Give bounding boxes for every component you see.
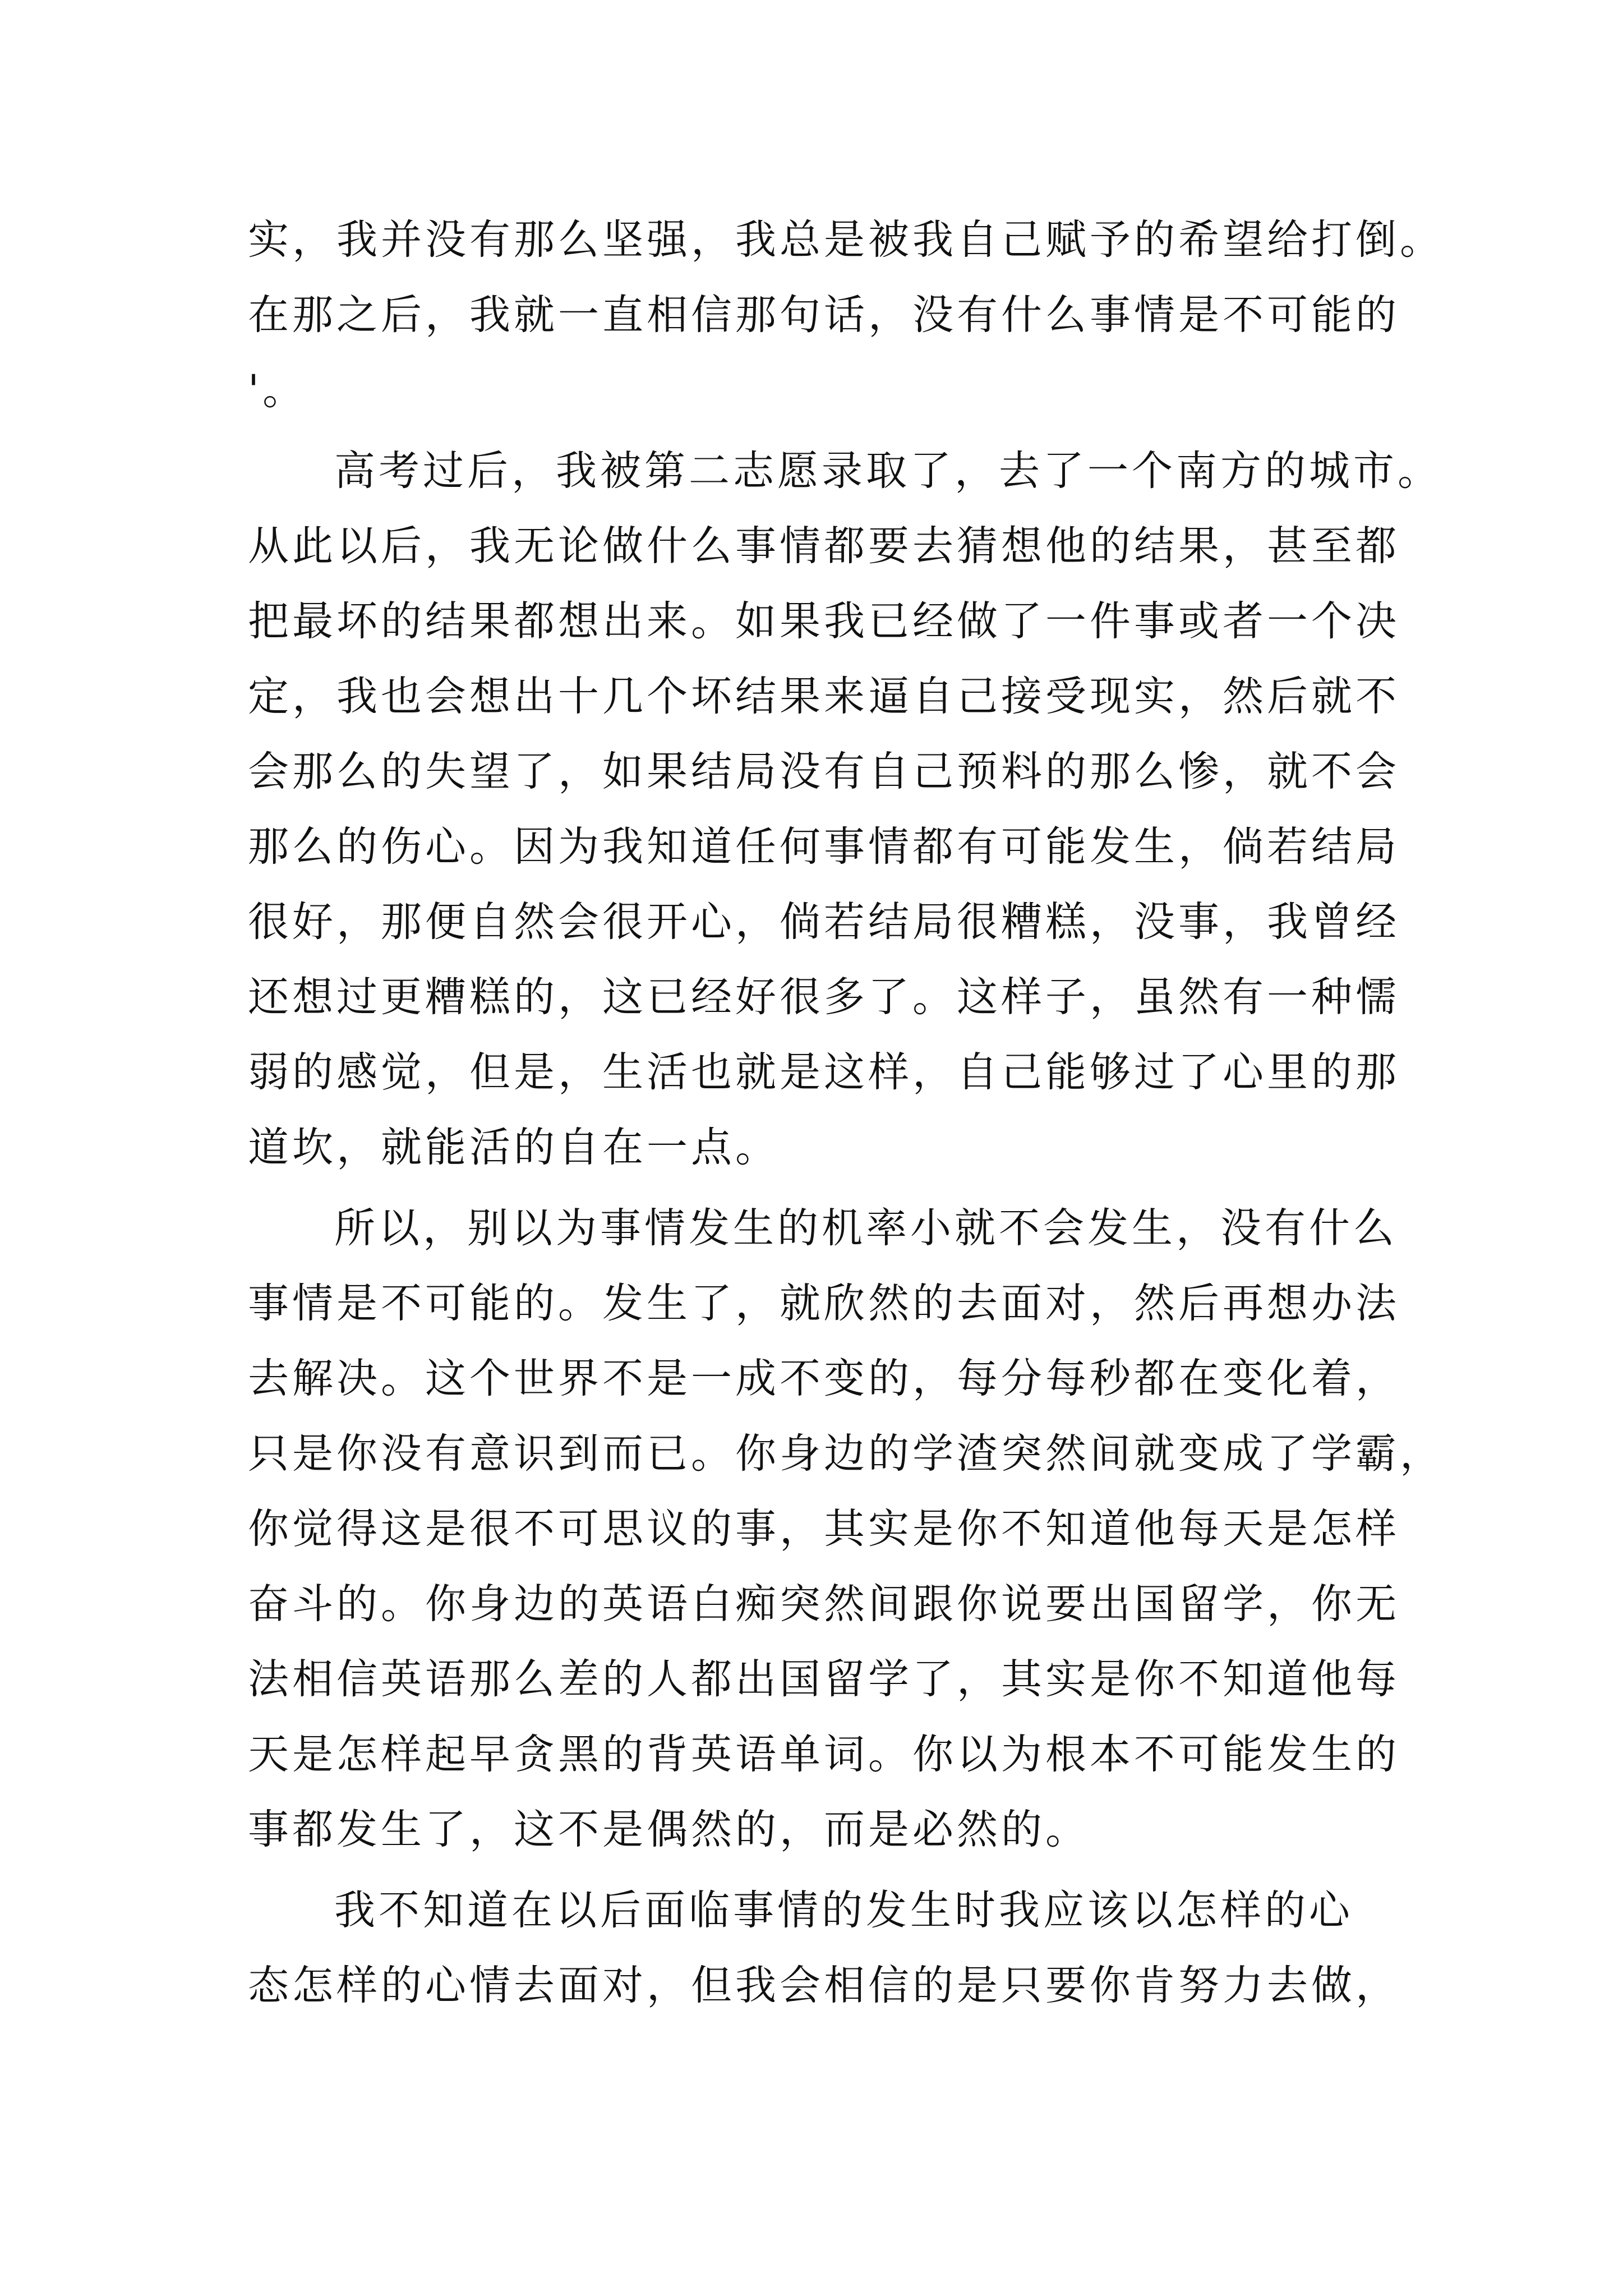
text-line: 在那之后，我就一直相信那句话，没有什么事情是不可能的: [248, 291, 1400, 339]
text-line: '。: [248, 366, 307, 414]
text-line: 那么的伤心。因为我知道任何事情都有可能发生，倘若结局: [248, 823, 1400, 871]
text-line: 去解决。这个世界不是一成不变的，每分每秒都在变化着，: [248, 1355, 1400, 1402]
text-line: 法相信英语那么差的人都出国留学了，其实是你不知道他每: [248, 1655, 1400, 1703]
text-line: 从此以后，我无论做什么事情都要去猜想他的结果，甚至都: [248, 522, 1400, 570]
text-line: 态怎样的心情去面对，但我会相信的是只要你肯努力去做，: [248, 1962, 1400, 2009]
text-line: 弱的感觉，但是，生活也就是这样，自己能够过了心里的那: [248, 1048, 1400, 1096]
text-line: 你觉得这是很不可思议的事，其实是你不知道他每天是怎样: [248, 1505, 1400, 1553]
text-line: 只是你没有意识到而已。你身边的学渣突然间就变成了学霸，: [248, 1430, 1444, 1478]
text-line: 道坎，就能活的自在一点。: [248, 1124, 780, 1171]
text-line: 实，我并没有那么坚强，我总是被我自己赋予的希望给打倒。: [248, 216, 1444, 264]
paragraph-first-line: 高考过后，我被第二志愿录取了，去了一个南方的城市。: [334, 447, 1442, 495]
text-line: 会那么的失望了，如果结局没有自己预料的那么惨，就不会: [248, 748, 1400, 795]
paragraph-first-line: 所以，别以为事情发生的机率小就不会发生，没有什么: [334, 1204, 1398, 1252]
text-line: 定，我也会想出十几个坏结果来逼自己接受现实，然后就不: [248, 673, 1400, 720]
text-line: 把最坏的结果都想出来。如果我已经做了一件事或者一个决: [248, 597, 1400, 645]
text-line: 还想过更糟糕的，这已经好很多了。这样子，虽然有一种懦: [248, 973, 1400, 1021]
paragraph-first-line: 我不知道在以后面临事情的发生时我应该以怎样的心: [334, 1887, 1353, 1934]
text-line: 很好，那便自然会很开心，倘若结局很糟糕，没事，我曾经: [248, 898, 1400, 946]
text-line: 天是怎样起早贪黑的背英语单词。你以为根本不可能发生的: [248, 1731, 1400, 1778]
text-line: 事情是不可能的。发生了，就欣然的去面对，然后再想办法: [248, 1280, 1400, 1327]
text-line: 奋斗的。你身边的英语白痴突然间跟你说要出国留学，你无: [248, 1580, 1400, 1628]
text-line: 事都发生了，这不是偶然的，而是必然的。: [248, 1806, 1090, 1853]
